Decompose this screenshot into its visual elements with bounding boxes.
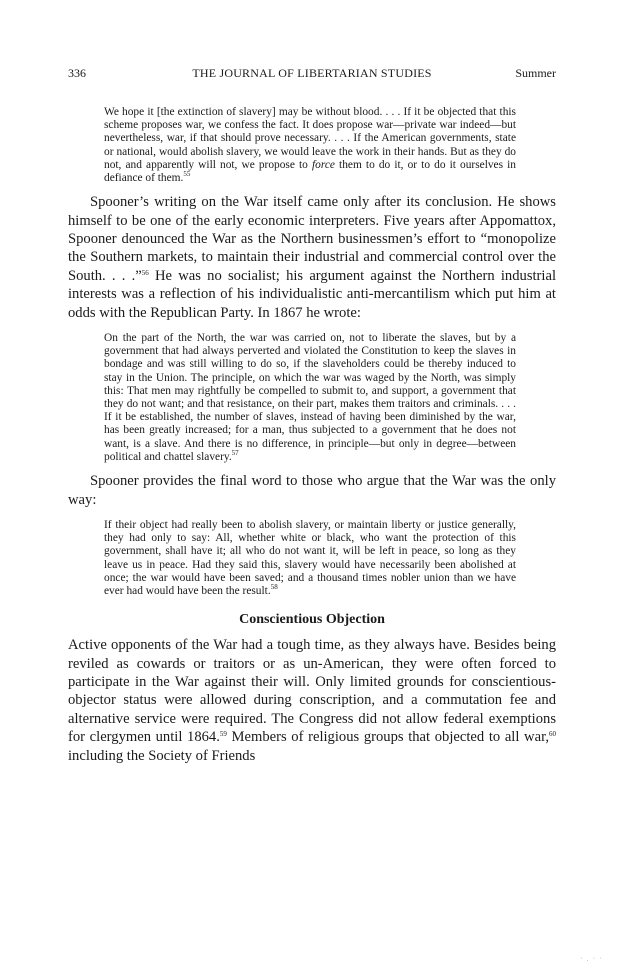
paragraph-2-text: Spooner provides the final word to those who argue that the War was the only way: (68, 473, 556, 508)
paragraph-3-text-middle: Members of religious groups that objected to all war, (226, 729, 549, 746)
footnote-ref-57: 57 (231, 448, 239, 457)
quote-1-text: We hope it [the extinction of slavery] may be without blood. . . . If it be objected that this scheme proposes war, we confess the fact. It does propose war—private war indeed—but nevertheless, war, if that should prove necessary. . . . If the American governments, state or national, would abolish slavery, we would leave the work in their hands. But as they do not, and apparently will not, we propose to (104, 106, 516, 171)
paragraph-1-text: Spooner’s writing on the War itself came only after its conclusion. He shows himself to be one of the early economic interpreters. Five years after Appomattox, Spooner denounced the War as the Northern businessmen’s effort to “monopolize the Southern markets, to maintain their industrial and commercial control over the South. . . .” (68, 194, 556, 284)
issue-season: Summer (515, 66, 556, 80)
block-quote-3 (104, 519, 516, 598)
quote-1-text-after: them to do it, or to do it ourselves in defiance of them. (104, 158, 516, 185)
footnote-ref-58: 58 (270, 582, 278, 591)
footnote-ref-56: 56 (141, 268, 149, 277)
quote-3-text: If their object had really been to abolish slavery, or maintain liberty or justice generally, they had only to say: All, whether white or black, who want the protection of this government, shall have it; all who do not want it, will be left in peace, so long as they leave us in peace. Had they said this, slavery would have necessarily been abolished at once; the war would have been saved; and a thousand times nobler union than we have ever had would have been the result. (104, 518, 516, 597)
scan-artifact: · . · · (580, 954, 603, 963)
paragraph-1 (68, 193, 556, 322)
paragraph-1-text-after: He was no socialist; his argument against the Northern industrial interests was a reflection of his individualistic anti-mercantilism which put him at odds with the Republican Party. In 1867 he wrote: (68, 267, 557, 321)
paragraph-3-text: Active opponents of the War had a tough time, as they always have. Besides being reviled as cowards or traitors or as un-American, they were often forced to participate in the War against their will. Only limited grounds for conscientious-objector status were allowed during conscription, and a commutation fee and alternative service were required. The Congress did not allow federal exemptions for clergymen until 1864. (68, 637, 556, 746)
paragraph-3-text-after: including the Society of Friends (68, 747, 256, 764)
footnote-ref-59: 59 (219, 730, 227, 739)
footnote-ref-55: 55 (183, 170, 191, 179)
journal-title: THE JOURNAL OF LIBERTARIAN STUDIES (192, 66, 432, 80)
running-header (68, 66, 556, 86)
section-heading: Conscientious Objection (239, 612, 385, 628)
paragraph-2 (68, 472, 556, 509)
paragraph-3 (68, 636, 556, 765)
quote-1-emphasis: force (311, 158, 335, 171)
quote-2-text: On the part of the North, the war was carried on, not to liberate the slaves, but by a government that had always perverted and violated the Constitution to keep the slaves in bondage and was still willing to do so, if the slaveholders could be thereby induced to stay in the Union. The principle, on which the war was waged by the North, was simply this: That men may rightfully be compelled to submit to, and support, a government that they do not want; and that resistance, on their part, makes them traitors and criminals. . . . If it be established, the number of slaves, instead of having been diminished by the war, has been greatly increased; for a man, thus subjected to a government that he does not want, is a slave. And there is no difference, in principle—but only in degree—between political and chattel slavery. (104, 332, 516, 463)
footnote-ref-60: 60 (549, 730, 556, 739)
page-number: 336 (68, 66, 86, 80)
block-quote-2 (104, 332, 516, 464)
block-quote-1 (104, 106, 516, 185)
journal-page (68, 66, 556, 765)
